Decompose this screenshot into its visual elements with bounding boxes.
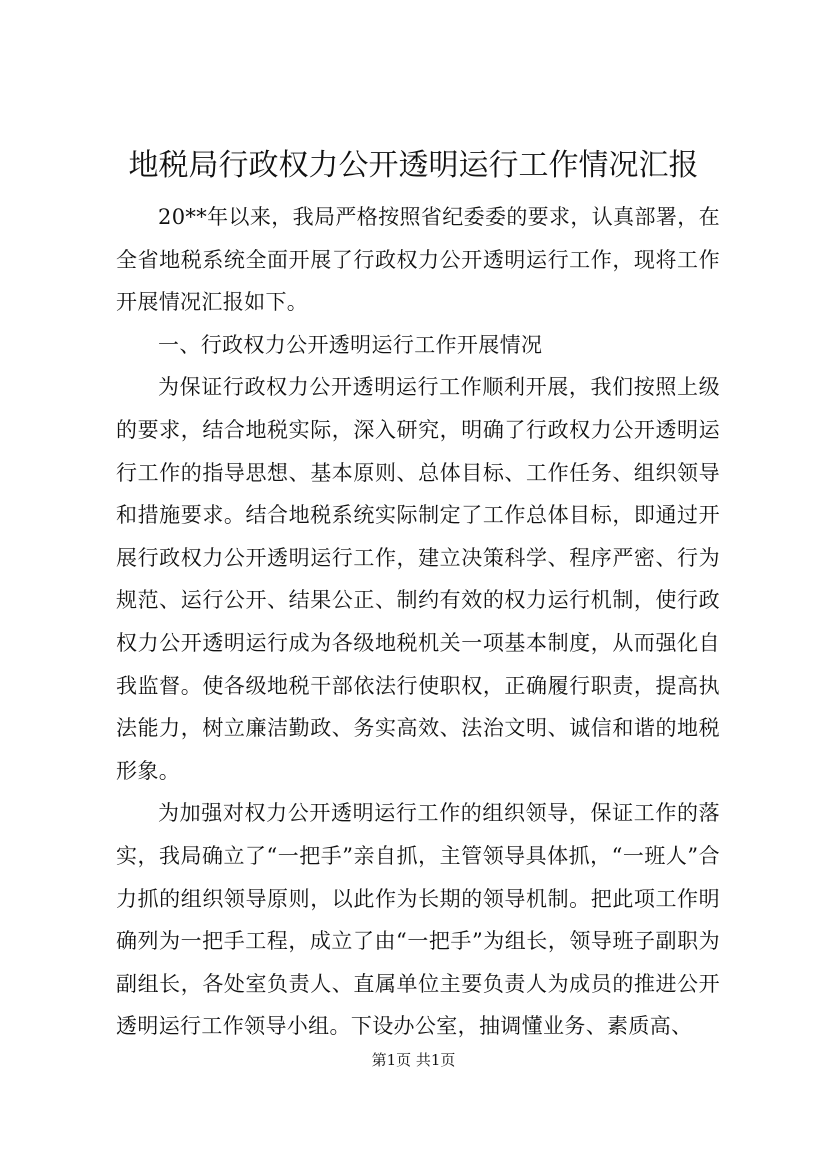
page-footer: 第1页 共1页 (371, 1051, 456, 1069)
document-title: 地税局行政权力公开透明运行工作情况汇报 (128, 148, 699, 183)
section-heading: 一、行政权力公开透明运行工作开展情况 (158, 332, 543, 357)
paragraph-goals: 为保证行政权力公开透明运行工作顺利开展，我们按照上级的要求，结合地税实际，深入研究，明确了行政权力公开透明运行工作的指导思想、基本原则、总体目标、工作任务、组织领导和措施要求。结合地税系统实际制定了工作总体目标，即通过开展行政权力公开透明运行工作，建立决策科学、程序严密、行为规范、运行公开、结果公正、制约有效的权力运行机制，使行政权力公开透明运行成为各级地税机关一项基本制度，从而强化自我监督。使各级地税干部依法行使职权，正确履行职责，提高执法能力，树立廉洁勤政、务实高效、法治文明、诚信和谐的地税形象。 (116, 375, 720, 783)
paragraph-intro: 20**年以来，我局严格按照省纪委委的要求，认真部署，在全省地税系统全面开展了行政权力公开透明运行工作，现将工作开展情况汇报如下。 (116, 205, 720, 315)
paragraph-leadership: 为加强对权力公开透明运行工作的组织领导，保证工作的落实，我局确立了“一把手”亲自抓，主管领导具体抓，“一班人”合力抓的组织领导原则，以此作为长期的领导机制。把此项工作明确列为一把手工程，成立了由“一把手”为组长，领导班子副职为副组长，各处室负责人、直属单位主要负责人为成员的推进公开透明运行工作领导小组。下设办公室，抽调懂业务、素质高、 (116, 801, 720, 1039)
document-body (116, 196, 720, 1048)
